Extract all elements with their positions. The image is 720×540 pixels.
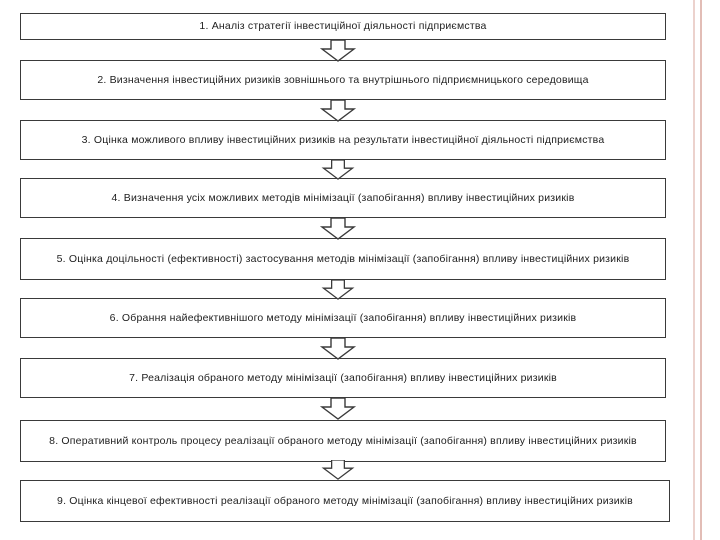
step-label-4: 4. Визначення усіх можливих методів мінімізації (запобігання) впливу інвестиційних ризиків: [111, 191, 575, 204]
step-box-6: [20, 298, 666, 338]
hollow-down-arrow-icon: [318, 160, 358, 182]
hollow-down-arrow-icon: [318, 398, 358, 420]
step-label-8: 8. Оперативний контроль процесу реалізації обраного методу мінімізації (запобігання) впливу інвестиційних ризиків: [49, 434, 637, 447]
hollow-down-arrow-icon: [318, 338, 358, 360]
hollow-down-arrow-icon: [318, 280, 358, 302]
step-label-2: 2. Визначення інвестиційних ризиків зовнішнього та внутрішнього підприємницького середовища: [97, 73, 589, 86]
step-box-5: [20, 238, 666, 280]
step-box-1: [20, 13, 666, 40]
step-label-5: 5. Оцінка доцільності (ефективності) застосування методів мінімізації (запобігання) впливу інвестиційних ризиків: [56, 252, 630, 265]
step-box-9: [20, 480, 670, 522]
step-box-8: [20, 420, 666, 462]
step-label-7: 7. Реалізація обраного методу мінімізації (запобігання) впливу інвестиційних ризиків: [129, 371, 557, 384]
frame-line-left: [693, 0, 695, 540]
hollow-down-arrow-icon: [318, 40, 358, 62]
step-box-7: [20, 358, 666, 398]
step-label-9: 9. Оцінка кінцевої ефективності реалізації обраного методу мінімізації (запобігання) впливу інвестиційних ризиків: [57, 494, 633, 507]
hollow-down-arrow-icon: [318, 100, 358, 122]
frame-line-right: [700, 0, 702, 540]
step-box-3: [20, 120, 666, 160]
step-label-1: 1. Аналіз стратегії інвестиційної діяльності підприємства: [199, 20, 487, 32]
hollow-down-arrow-icon: [318, 218, 358, 240]
step-box-2: [20, 60, 666, 100]
step-box-4: [20, 178, 666, 218]
step-label-6: 6. Обрання найефективнішого методу мінімізації (запобігання) впливу інвестиційних ризиків: [109, 311, 577, 324]
hollow-down-arrow-icon: [318, 460, 358, 482]
step-label-3: 3. Оцінка можливого впливу інвестиційних ризиків на результати інвестиційної діяльності підприємства: [81, 133, 605, 146]
